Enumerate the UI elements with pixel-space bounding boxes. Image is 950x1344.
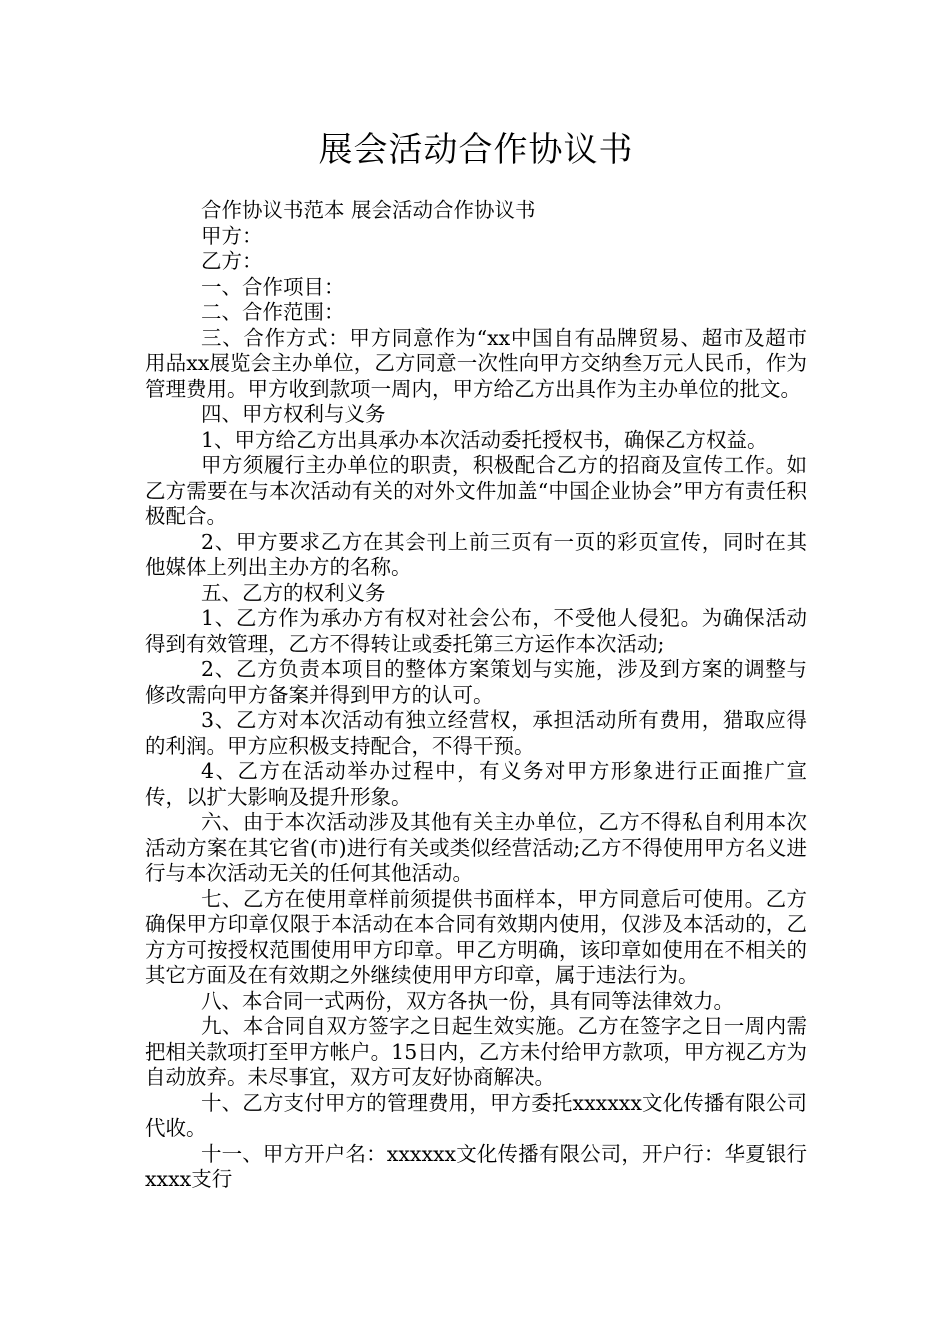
paragraph-section-10: 十、乙方支付甲方的管理费用，甲方委托xxxxxx文化传播有限公司代收。 [145, 1090, 807, 1140]
paragraph-section-5-item-4: 4、乙方在活动举办过程中，有义务对甲方形象进行正面推广宣传，以扩大影响及提升形象。 [145, 759, 807, 809]
paragraph-section-5-item-3: 3、乙方对本次活动有独立经营权，承担活动所有费用，猎取应得的利润。甲方应积极支持配合，不得干预。 [145, 708, 807, 758]
paragraph-cooperation-project: 一、合作项目： [201, 274, 345, 299]
paragraph-party-b: 乙方： [201, 249, 263, 273]
paragraph-section-7: 七、乙方在使用章样前须提供书面样本，甲方同意后可使用。乙方确保甲方印章仅限于本活动在本合同有效期内使用，仅涉及本活动的，乙方方可按授权范围使用甲方印章。甲乙方明确，该印章如使用在不相关的其它方面及在有效期之外继续使用甲方印章，属于违法行为。 [145, 886, 807, 987]
paragraph-section-5-item-2: 2、乙方负责本项目的整体方案策划与实施，涉及到方案的调整与修改需向甲方备案并得到甲方的认可。 [145, 657, 807, 707]
paragraph-section-5-item-1: 1、乙方作为承办方有权对社会公布，不受他人侵犯。为确保活动得到有效管理，乙方不得转让或委托第三方运作本次活动; [145, 606, 807, 656]
paragraph-cooperation-method: 三、合作方式：甲方同意作为“xx中国自有品牌贸易、超市及超市用品xx展览会主办单位，乙方同意一次性向甲方交纳叁万元人民币，作为管理费用。甲方收到款项一周内，甲方给乙方出具作为主办单位的批文。 [145, 325, 807, 401]
document-title: 展会活动合作协议书 [318, 130, 634, 170]
paragraph-section-6: 六、由于本次活动涉及其他有关主办单位，乙方不得私自利用本次活动方案在其它省(市)进行有关或类似经营活动;乙方不得使用甲方名义进行与本次活动无关的任何其他活动。 [145, 810, 807, 885]
paragraph-cooperation-scope: 二、合作范围： [201, 300, 345, 324]
paragraph-section-11: 十一、甲方开户名：xxxxxx文化传播有限公司，开户行：华夏银行xxxx支行 [145, 1141, 807, 1191]
paragraph-section-4-item-1: 1、甲方给乙方出具承办本次活动委托授权书，确保乙方权益。 [201, 427, 768, 452]
paragraph-section-8: 八、本合同一式两份，双方各执一份，具有同等法律效力。 [201, 988, 734, 1013]
paragraph-section-9: 九、本合同自双方签字之日起生效实施。乙方在签字之日一周内需把相关款项打至甲方帐户。15日内，乙方未付给甲方款项，甲方视乙方为自动放弃。未尽事宜，双方可友好协商解决。 [145, 1014, 807, 1089]
paragraph-section-4-item-2: 2、甲方要求乙方在其会刊上前三页有一页的彩页宣传，同时在其他媒体上列出主办方的名称。 [145, 529, 807, 579]
paragraph-section-5-heading: 五、乙方的权利义务 [201, 580, 386, 605]
paragraph-section-4-duties: 甲方须履行主办单位的职责，积极配合乙方的招商及宣传工作。如乙方需要在与本次活动有关的对外文件加盖“中国企业协会”甲方有责任积极配合。 [145, 453, 807, 528]
document-page [145, 120, 807, 1193]
paragraph-section-4-heading: 四、甲方权利与义务 [201, 402, 386, 426]
paragraph-subtitle: 合作协议书范本 展会活动合作协议书 [201, 198, 536, 222]
paragraph-party-a: 甲方： [201, 223, 263, 248]
